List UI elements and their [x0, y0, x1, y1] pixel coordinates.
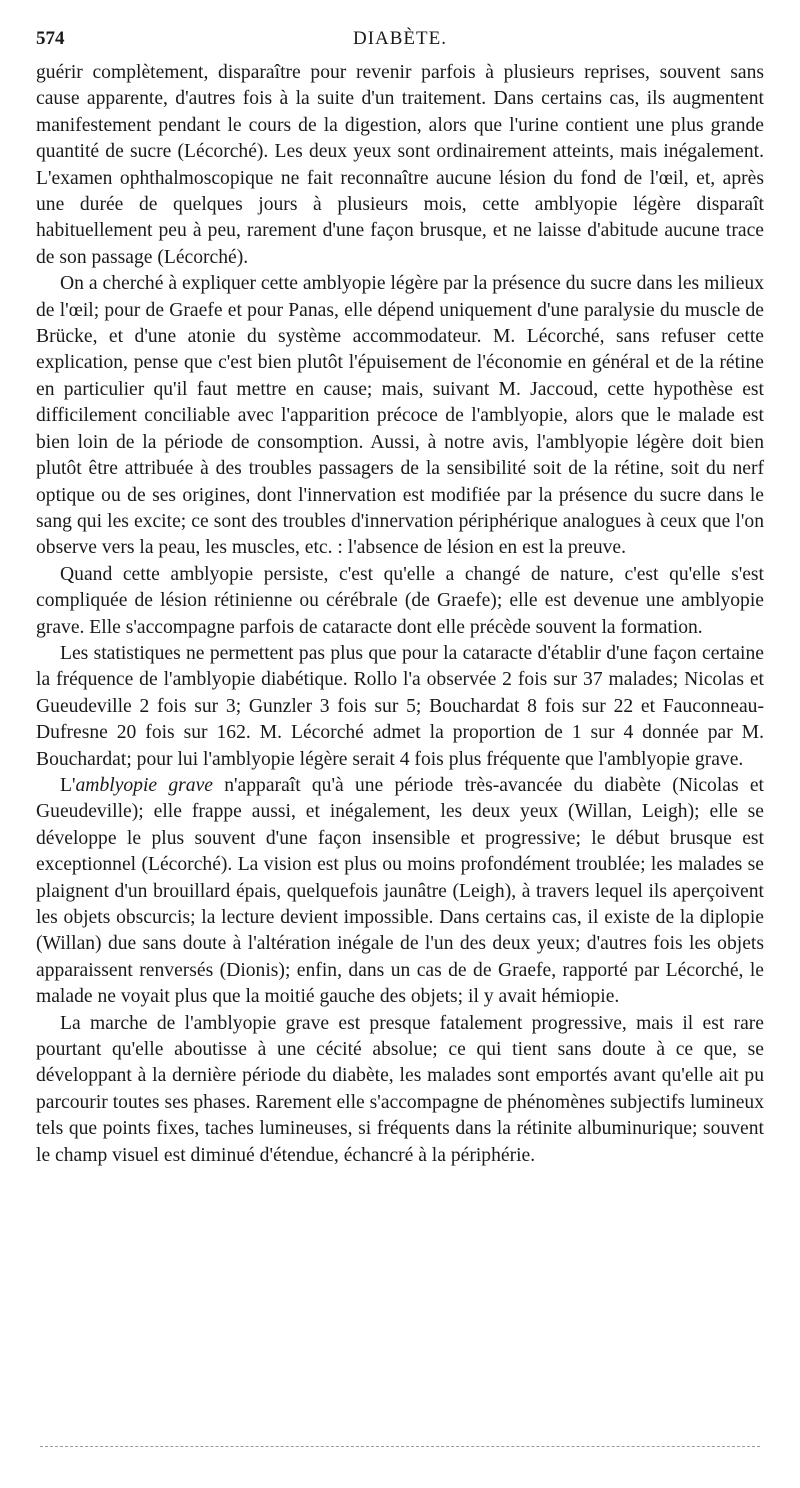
- page-header: [36, 28, 764, 58]
- page-number: 574: [36, 28, 65, 49]
- paragraph-text: n'apparaît qu'à une période très-avancée du diabète (Nicolas et Gueudeville); elle frappe aussi, et inégalement, les deux yeux (Willan, Leigh); elle se développe le plus souvent d'une façon insensible et progressive; le début brusque est exceptionnel (Lécorché). La vision est plus ou moins profondément troublée; les malades se plaignent d'un brouillard épais, quelquefois jaunâtre (Leigh), à travers lequel ils aperçoivent les objets obscurcis; la lecture devient impossible. Dans certains cas, il existe de la diplopie (Willan) due sans doute à l'altération inégale de l'un des deux yeux; d'autres fois les objets apparaissent renversés (Dionis); enfin, dans un cas de de Graefe, rapporté par Lécorché, le malade ne voyait plus que la moitié gauche des objets; il y avait hémiopie.: [36, 774, 764, 1008]
- paragraph-prefix: L': [60, 774, 76, 796]
- body-text: [36, 60, 764, 1169]
- paragraph: La marche de l'amblyopie grave est presque fatalement progressive, mais il est rare pourtant qu'elle aboutisse à une cécité absolue; ce qui tient sans doute à ce que, se développant à la dernière période du diabète, les malades sont emportés avant qu'elle ait pu parcourir toutes ses phases. Rarement elle s'accompagne de phénomènes subjectifs lumineux tels que points fixes, taches lumineuses, si fréquents dans la rétinite albuminurique; souvent le champ visuel est diminué d'étendue, échancré à la périphérie.: [36, 1012, 764, 1166]
- paragraph: guérir complètement, disparaître pour revenir parfois à plusieurs reprises, souvent sans cause apparente, d'autres fois à la suite d'un traitement. Dans certains cas, ils augmentent manifestement pendant le cours de la digestion, alors que l'urine contient une plus grande quantité de sucre (Lécorché). Les deux yeux sont ordinairement atteints, mais inégalement. L'examen ophthalmoscopique ne fait reconnaître aucune lésion du fond de l'œil, et, après une durée de quelques jours à plusieurs mois, cette amblyopie légère disparaît habituellement peu à peu, rarement d'une façon brusque, et ne laisse d'abitude aucune trace de son passage (Lécorché).: [36, 62, 764, 268]
- italic-term: amblyopie grave: [75, 774, 213, 796]
- paragraph: Quand cette amblyopie persiste, c'est qu'elle a changé de nature, c'est qu'elle s'est compliquée de lésion rétinienne ou cérébrale (de Graefe); elle est devenue une amblyopie grave. Elle s'accompagne parfois de cataracte dont elle précède souvent la formation.: [36, 563, 764, 638]
- running-title: DIABÈTE.: [352, 28, 447, 49]
- paragraph: [36, 773, 764, 1011]
- paragraph: On a cherché à expliquer cette amblyopie légère par la présence du sucre dans les milieux de l'œil; pour de Graefe et pour Panas, elle dépend uniquement d'une paralysie du muscle de Brücke, et d'une atonie du système accommodateur. M. Lécorché, sans refuser cette explication, pense que c'est bien plutôt l'épuisement de l'économie en général et de la rétine en particulier qu'il faut mettre en cause; mais, suivant M. Jaccoud, cette hypothèse est difficilement conciliable avec l'apparition précoce de l'amblyopie, alors que le malade est bien loin de la période de consomption. Aussi, à notre avis, l'amblyopie légère doit bien plutôt être attribuée à des troubles passagers de la sensibilité soit de la rétine, soit du nerf optique ou de ses origines, dont l'innervation est modifiée par la présence du sucre dans le sang qui les excite; ce sont des troubles d'innervation périphérique analogues à ceux que l'on observe vers la peau, les muscles, etc. : l'absence de lésion en est la preuve.: [36, 273, 764, 559]
- footer-rule: [40, 1446, 760, 1447]
- paragraph: Les statistiques ne permettent pas plus que pour la cataracte d'établir d'une façon certaine la fréquence de l'amblyopie diabétique. Rollo l'a observée 2 fois sur 37 malades; Nicolas et Gueudeville 2 fois sur 3; Gunzler 3 fois sur 5; Bouchardat 8 fois sur 22 et Fauconneau-Dufresne 20 fois sur 162. M. Lécorché admet la proportion de 1 sur 4 donnée par M. Bouchardat; pour lui l'amblyopie légère serait 4 fois plus fréquente que l'amblyopie grave.: [36, 642, 764, 770]
